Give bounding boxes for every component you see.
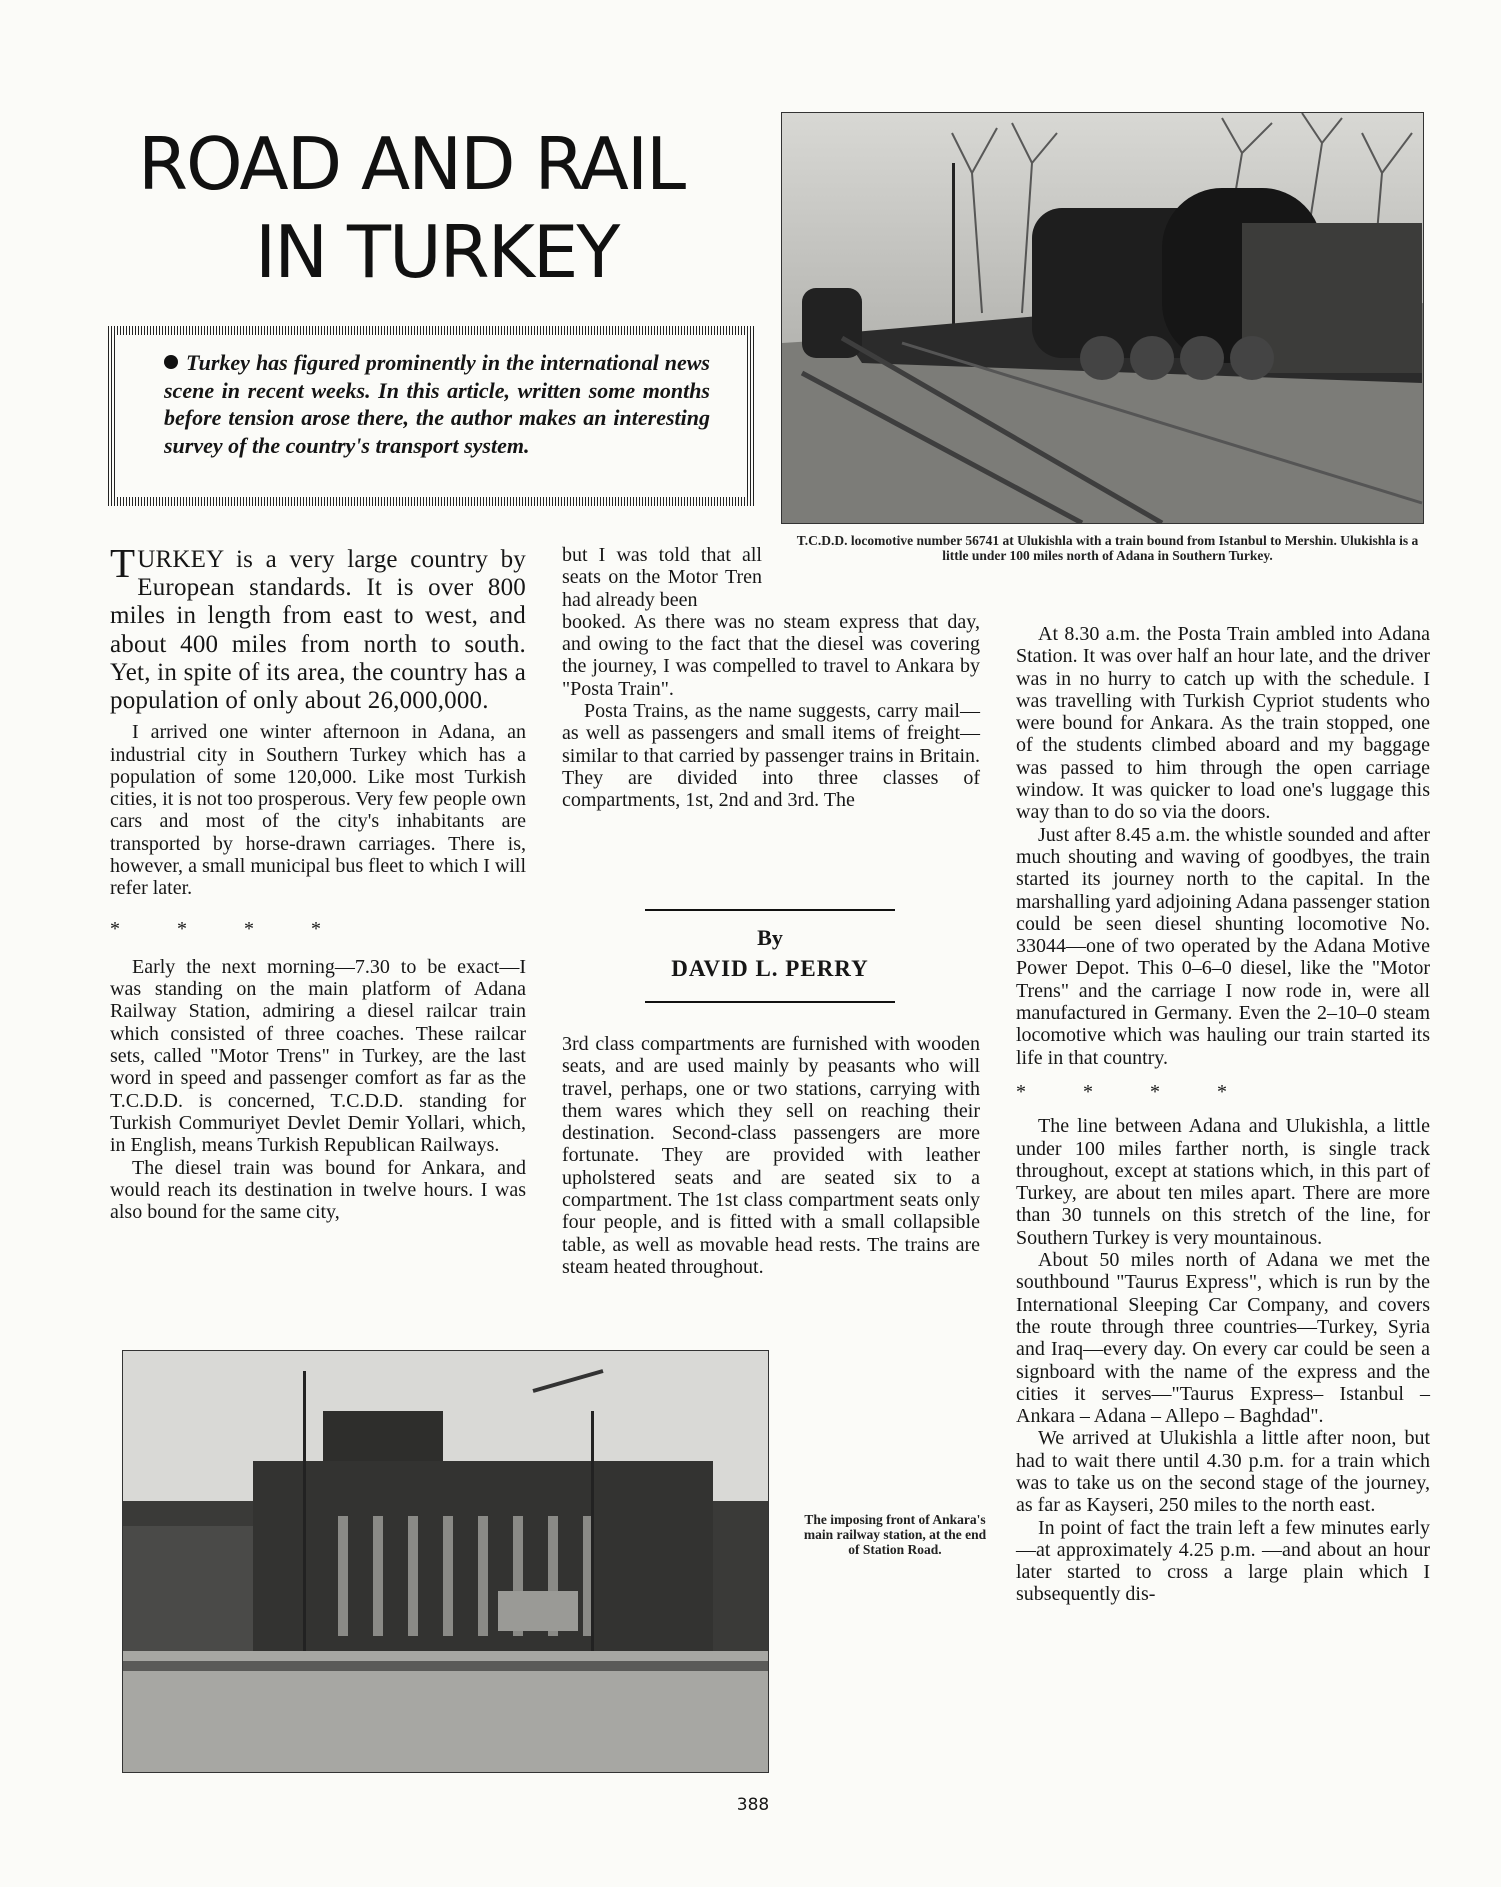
byline-by: By (757, 925, 783, 950)
section-break: * * * * (110, 917, 347, 940)
intro-text-block (164, 349, 710, 460)
col1-paragraph-2: Early the next morning—7.30 to be exact—I was standing on the main platform of Adana Railway Station, admiring a diesel railcar train which consisted of three coaches. These railcar sets, called "Motor Trens" in Turkey, are the last word in speed and passenger comfort as far as the T.C.D.D. is concerned, T.C.D.D. standing for Turkish Commuriyet Devlet Demir Yollari, which, in English, means Turkish Republican Railways. (110, 955, 526, 1157)
col3-paragraph-4: About 50 miles north of Adana we met the southbound "Taurus Express", which is run by the International Sleeping Car Company, and covers the route through three countries—Turkey, Syria and Iraq—every day. On every car could be seen a signboard with the name of the express and the cities it serves—"Taurus Express– Istanbul – Ankara – Adana – Allepo – Baghdad". (1016, 1249, 1430, 1428)
col3-paragraph-1: At 8.30 a.m. the Posta Train ambled into Adana Station. It was over half an hour late, and the driver was in no hurry to catch up with the schedule. I was travelling with Turkish Cypriot students who were bound for Ankara. As the train stopped, one of the students climbed aboard and my baggage was passed to him through the open carriage window. It was quicker to load one's luggage this way than to do so via the doors. (1016, 623, 1430, 824)
locomotive-photo (781, 112, 1424, 524)
station-photo-caption: The imposing front of Ankara's main railway station, at the end of Station Road. (803, 1512, 987, 1557)
lead-text: URKEY is a very large country by European standards. It is over 800 miles in length from east to west, and about 400 miles from north to south. Yet, in spite of its area, the country has a population of only about 26,000,000. (110, 546, 526, 715)
col1-paragraph-1: I arrived one winter afternoon in Adana, an industrial city in Southern Turkey which has a population of some 120,000. Like most Turkish cities, it is not too prosperous. Very few people own cars and most of the city's inhabitants are transported by horse-drawn carriages. There is, however, a small municipal bus fleet to which I will refer later. (110, 721, 526, 900)
col2-paragraph-1b: booked. As there was no steam express that day, and owing to the fact that the diesel was covering the journey, I was compelled to travel to Ankara by "Posta Train". (562, 610, 980, 700)
col1-paragraph-3: The diesel train was bound for Ankara, and would reach its destination in twelve hours. I was also bound for the same city, (110, 1156, 526, 1224)
byline-rule-top (645, 909, 895, 911)
article-title-line1: ROAD AND RAIL (138, 122, 685, 206)
column-3 (1016, 623, 1430, 1606)
page-number: 388 (736, 1795, 770, 1815)
article-title-line2: IN TURKEY (255, 210, 619, 294)
byline-author: DAVID L. PERRY (671, 956, 869, 981)
locomotive-photo-caption: T.C.D.D. locomotive number 56741 at Ulukishla with a train bound from Istanbul to Mershin. Ulukishla is a little under 100 miles north of Adana in Southern Turkey. (796, 533, 1419, 563)
col2-paragraph-3: 3rd class compartments are furnished with wooden seats, and are used mainly by peasants who will travel, perhaps, one or two stations, carrying with them wares which they sell on reaching their destination. Second-class passengers are more fortunate. They are provided with leather upholstered seats and are seated six to a compartment. The 1st class compartment seats only four people, and is fitted with a small collapsible table, as well as movable head rests. The trains are steam heated throughout. (562, 1033, 980, 1278)
col2-paragraph-1a: but I was told that all seats on the Motor Tren had already been (562, 544, 762, 611)
lead-paragraph (110, 540, 526, 715)
col3-paragraph-6: In point of fact the train left a few minutes early—at approximately 4.25 p.m. —and about an hour later started to cross a large plain which I subsequently dis- (1016, 1516, 1430, 1606)
intro-text: Turkey has figured prominently in the international news scene in recent weeks. In this article, written some months before tension arose there, the author makes an interesting survey of the country's transport system. (164, 350, 710, 459)
station-photo (122, 1350, 769, 1773)
byline-rule-bottom (645, 1001, 895, 1003)
section-break: * * * * (1016, 1080, 1253, 1103)
col2-paragraph-2: Posta Trains, as the name suggests, carry mail—as well as passengers and small items of freight—similar to that carried by passenger trains in Britain. They are divided into three classes of compartments, 1st, 2nd and 3rd. The (562, 700, 980, 812)
column-2-continued (562, 1033, 980, 1278)
col3-paragraph-5: We arrived at Ulukishla a little after noon, but had to wait there until 4.30 p.m. for a train which was to take us on the second stage of the journey, as far as Kayseri, 250 miles to the north east. (1016, 1427, 1430, 1517)
col3-paragraph-2: Just after 8.45 a.m. the whistle sounded and after much shouting and waving of goodbyes, the train started its journey north to the capital. In the marshalling yard adjoining Adana passenger station could be seen diesel shunting locomotive No. 33044—one of two operated by the Adana Motive Power Depot. This 0–6–0 diesel, like the "Motor Trens" and the carriage I now rode in, were all manufactured in Germany. Even the 2–10–0 steam locomotive which was hauling our train started its life in that country. (1016, 823, 1430, 1069)
drop-cap: T (110, 540, 136, 586)
bullet-icon (164, 355, 178, 369)
column-1 (110, 540, 526, 1224)
column-2 (562, 544, 980, 812)
col3-paragraph-3: The line between Adana and Ulukishla, a little under 100 miles farther north, is single track throughout, except at stations which, in this part of Turkey, are about ten miles apart. There are more than 30 tunnels on this stretch of the line, for Southern Turkey is very mountainous. (1016, 1115, 1430, 1249)
